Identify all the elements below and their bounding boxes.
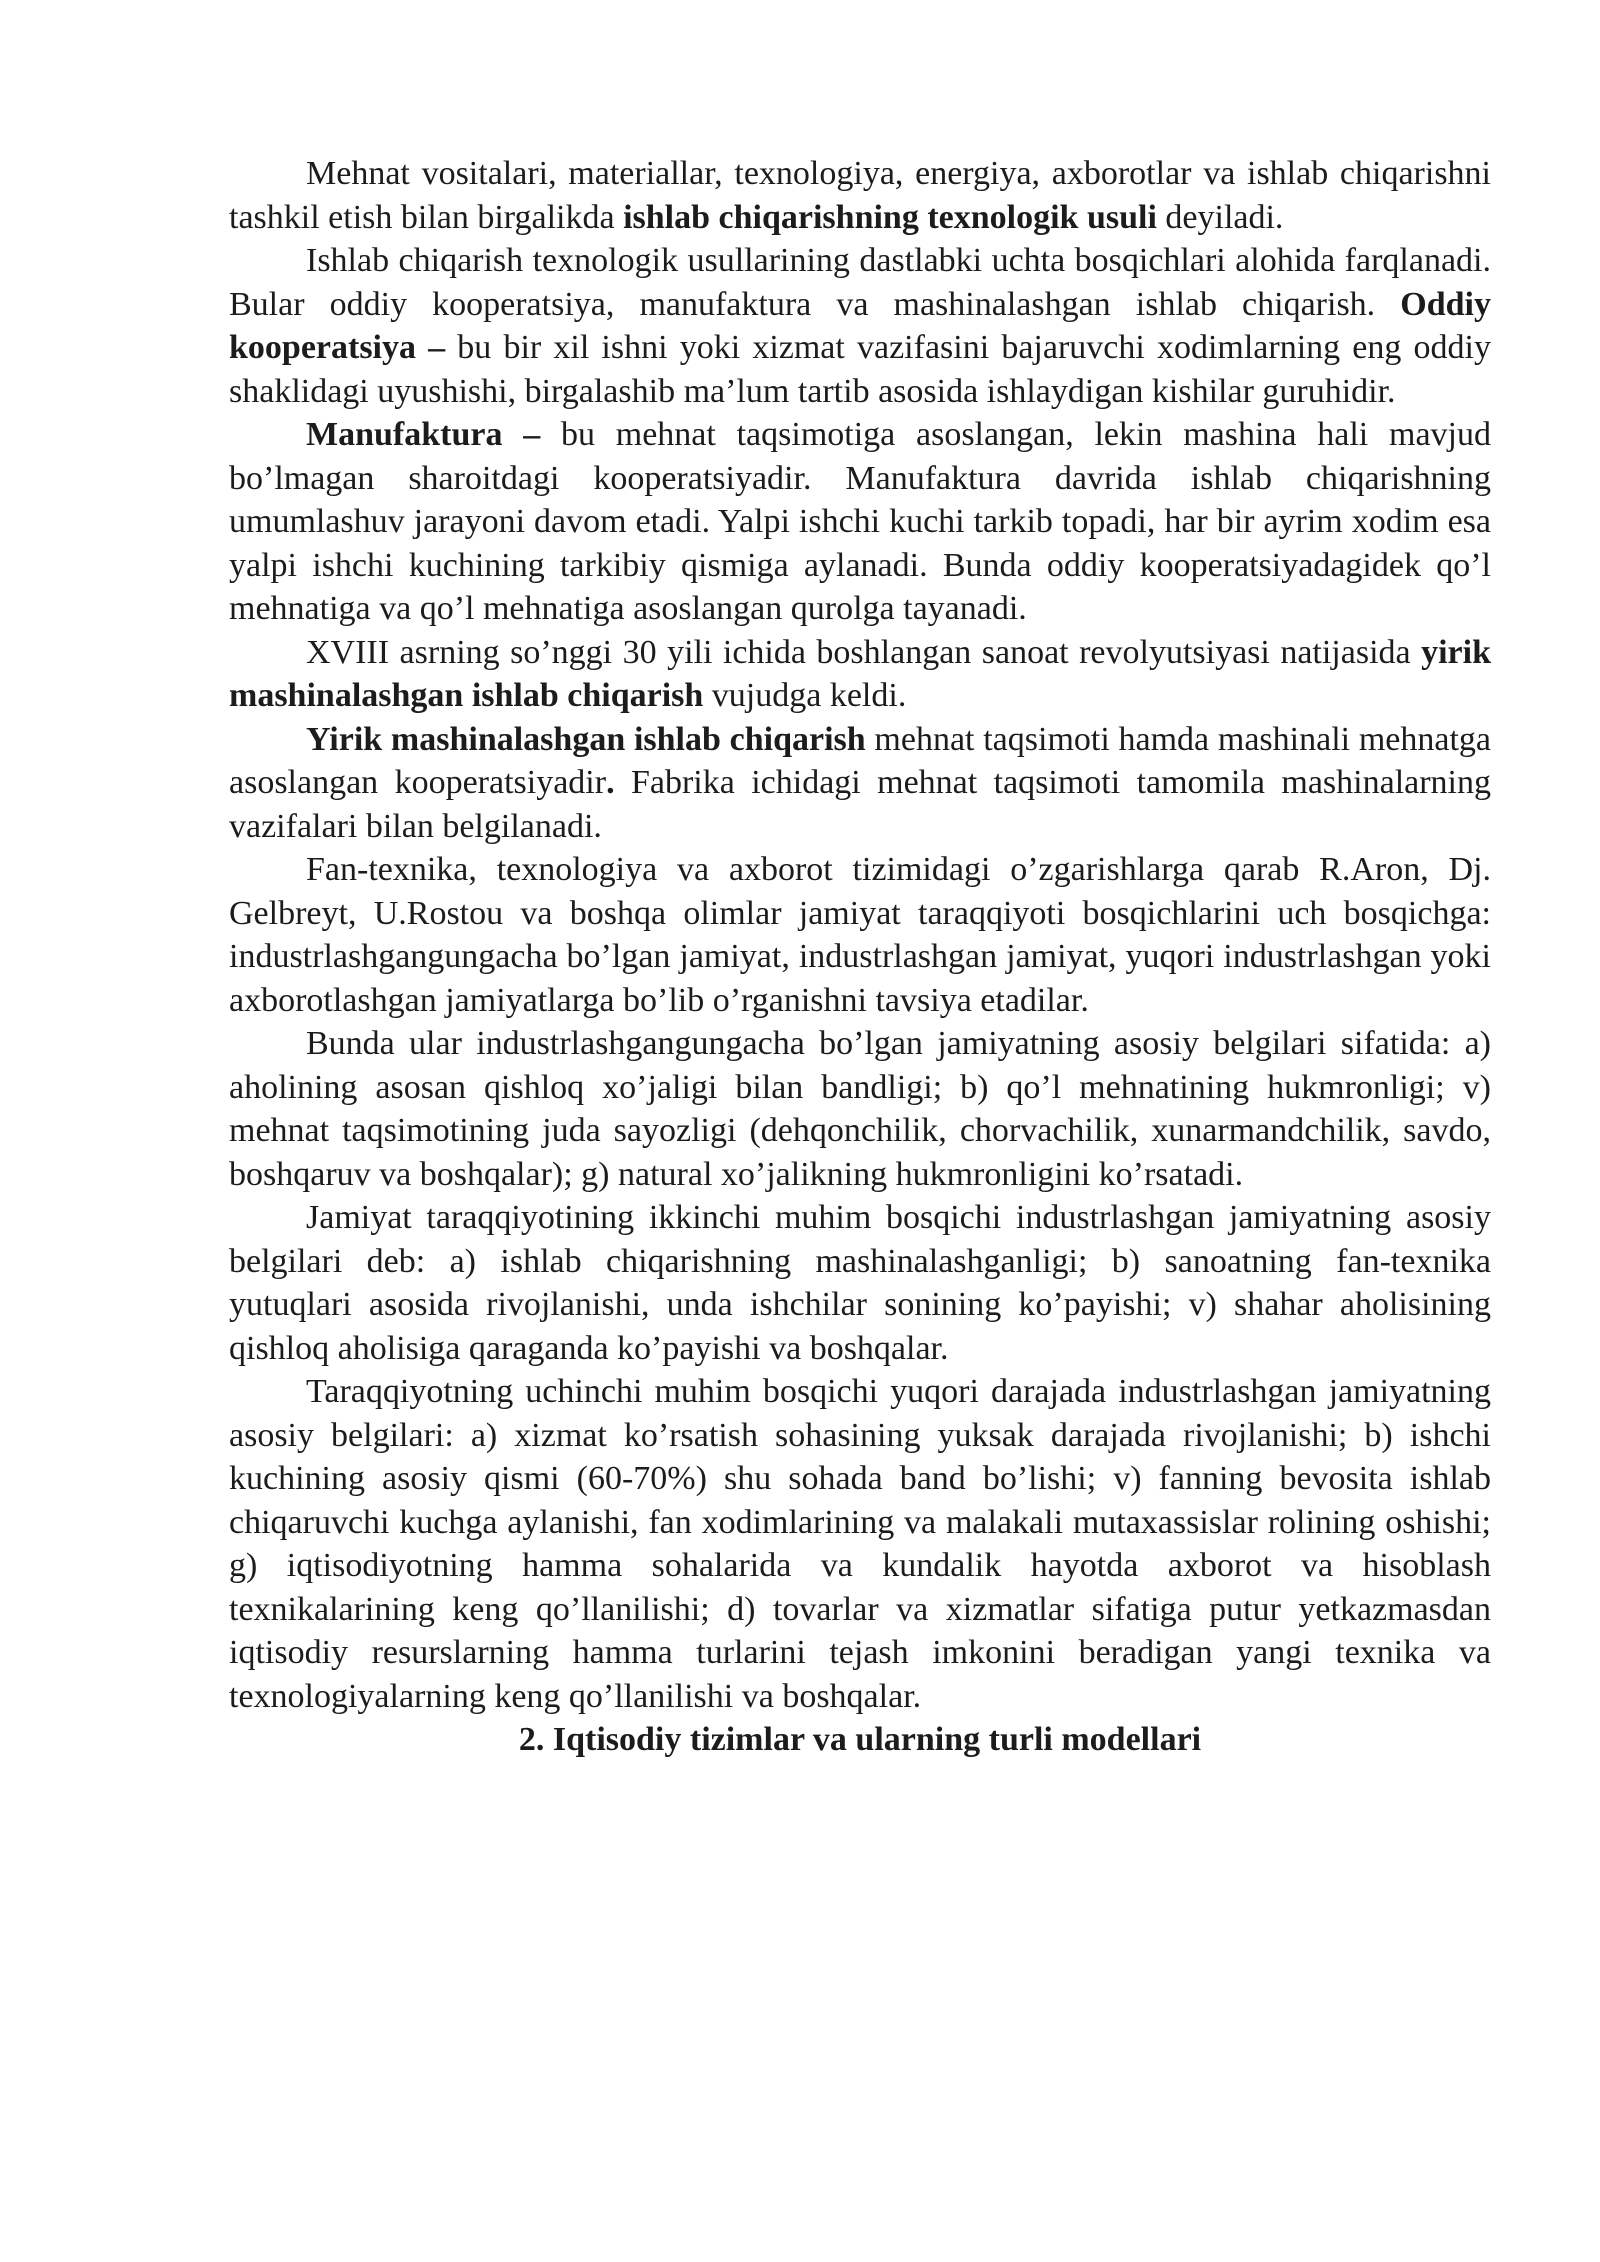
paragraph xyxy=(229,239,1491,413)
bold-term: ishlab chiqarishning texnologik usuli xyxy=(623,198,1157,236)
text-run: Taraqqiyotning uchinchi muhim bosqichi yuqori darajada industrlashgan jamiyatning asosiy belgilari: a) xizmat ko’rsatish sohasining yuksak darajada rivojlanishi; b) ishchi kuchining asosiy qismi (60-70%) shu sohada band bo’lishi; v) fanning bevosita ishlab chiqaruvchi kuchga aylanishi, fan xodimlarining va malakali mutaxassislar rolining oshishi; g) iqtisodiyotning hamma sohalarida va kundalik hayotda axborot va hisoblash texnikalarining keng qo’llanilishi; d) tovarlar va xizmatlar sifatiga putur yetkazmasdan iqtisodiy resurslarning hamma turlarini tejash imkonini beradigan yangi texnika va texnologiyalarning keng qo’llanilishi va boshqalar. xyxy=(229,1373,1491,1715)
text-run: Ishlab chiqarish texnologik usullarining dastlabki uchta bosqichlari alohida farqlanadi. Bular oddiy kooperatsiya, manufaktura va mashinalashgan ishlab chiqarish. xyxy=(229,242,1491,323)
text-run: XVIII asrning so’nggi 30 yili ichida boshlangan sanoat revolyutsiyasi natijasida xyxy=(306,633,1422,671)
bold-term: Oddiy kooperatsiya – xyxy=(229,285,1491,366)
text-run: Bunda ular industrlashgangungacha bo’lgan jamiyatning asosiy belgilari sifatida: a) aholining asosan qishloq xo’jaligi bilan bandligi; b) qo’l mehnatining hukmronligi; v) mehnat taqsimotining juda sayozligi (dehqonchilik, chorvachilik, xunarmandchilik, savdo, boshqaruv va boshqalar); g) natural xo’jalikning hukmronligini ko’rsatadi. xyxy=(229,1025,1491,1193)
paragraph xyxy=(229,1370,1491,1718)
bold-term: Yirik mashinalashgan ishlab chiqarish xyxy=(306,720,866,758)
bold-term: yirik mashinalashgan ishlab chiqarish xyxy=(229,633,1491,714)
paragraph xyxy=(229,1022,1491,1196)
document-page xyxy=(229,152,1491,1762)
paragraph xyxy=(229,848,1491,1022)
paragraph xyxy=(229,413,1491,631)
paragraph xyxy=(229,152,1491,239)
paragraph xyxy=(229,631,1491,718)
text-run: mehnat taqsimoti hamda mashinali mehnatga asoslangan kooperatsiyadir xyxy=(229,720,1491,801)
text-run: Fabrika ichidagi mehnat taqsimoti tamomila mashinalarning vazifalari bilan belgilanadi. xyxy=(229,764,1491,845)
text-run: bu mehnat taqsimotiga asoslangan, lekin mashina hali mavjud bo’lmagan sharoitdagi kooperatsiyadir. Manufaktura davrida ishlab chiqarishning umumlashuv jarayoni davom etadi. Yalpi ishchi kuchi tarkib topadi, har bir ayrim xodim esa yalpi ishchi kuchining tarkibiy qismiga aylanadi. Bunda oddiy kooperatsiyadagidek qo’l mehnatiga va qo’l mehnatiga asoslangan qurolga tayanadi. xyxy=(229,416,1492,627)
text-run: Jamiyat taraqqiyotining ikkinchi muhim bosqichi industrlashgan jamiyatning asosiy belgilari deb: a) ishlab chiqarishning mashinalashganligi; b) sanoatning fan-texnika yutuqlari asosida rivojlanishi, unda ishchilar sonining ko’payishi; v) shahar aholisining qishloq aholisiga qaraganda ko’payishi va boshqalar. xyxy=(229,1199,1491,1367)
text-run: bu bir xil ishni yoki xizmat vazifasini bajaruvchi xodimlarning eng oddiy shaklidagi uyushishi, birgalashib ma’lum tartib asosida ishlaydigan kishilar guruhidir. xyxy=(229,329,1492,410)
body-text xyxy=(229,152,1491,1718)
section-heading: 2. Iqtisodiy tizimlar va ularning turli modellari xyxy=(518,1721,1202,1758)
text-run: Mehnat vositalari, materiallar, texnologiya, energiya, axborotlar va ishlab chiqarishni tashkil etish bilan birgalikda xyxy=(229,155,1491,236)
bold-term: . xyxy=(606,764,615,801)
bold-term: Manufaktura – xyxy=(306,416,541,453)
text-run: Fan-texnika, texnologiya va axborot tizimidagi o’zgarishlarga qarab R.Aron, Dj. Gelbreyt, U.Rostou va boshqa olimlar jamiyat taraqqiyoti bosqichlarini uch bosqichga: industrlashgangungacha bo’lgan jamiyat, industrlashgan jamiyat, yuqori industrlashgan yoki axborotlashgan jamiyatlarga bo’lib o’rganishni tavsiya etadilar. xyxy=(229,851,1491,1019)
text-run: deyiladi. xyxy=(1156,198,1284,236)
paragraph xyxy=(229,1196,1491,1370)
text-run: vujudga keldi. xyxy=(703,677,907,714)
paragraph xyxy=(229,718,1491,849)
